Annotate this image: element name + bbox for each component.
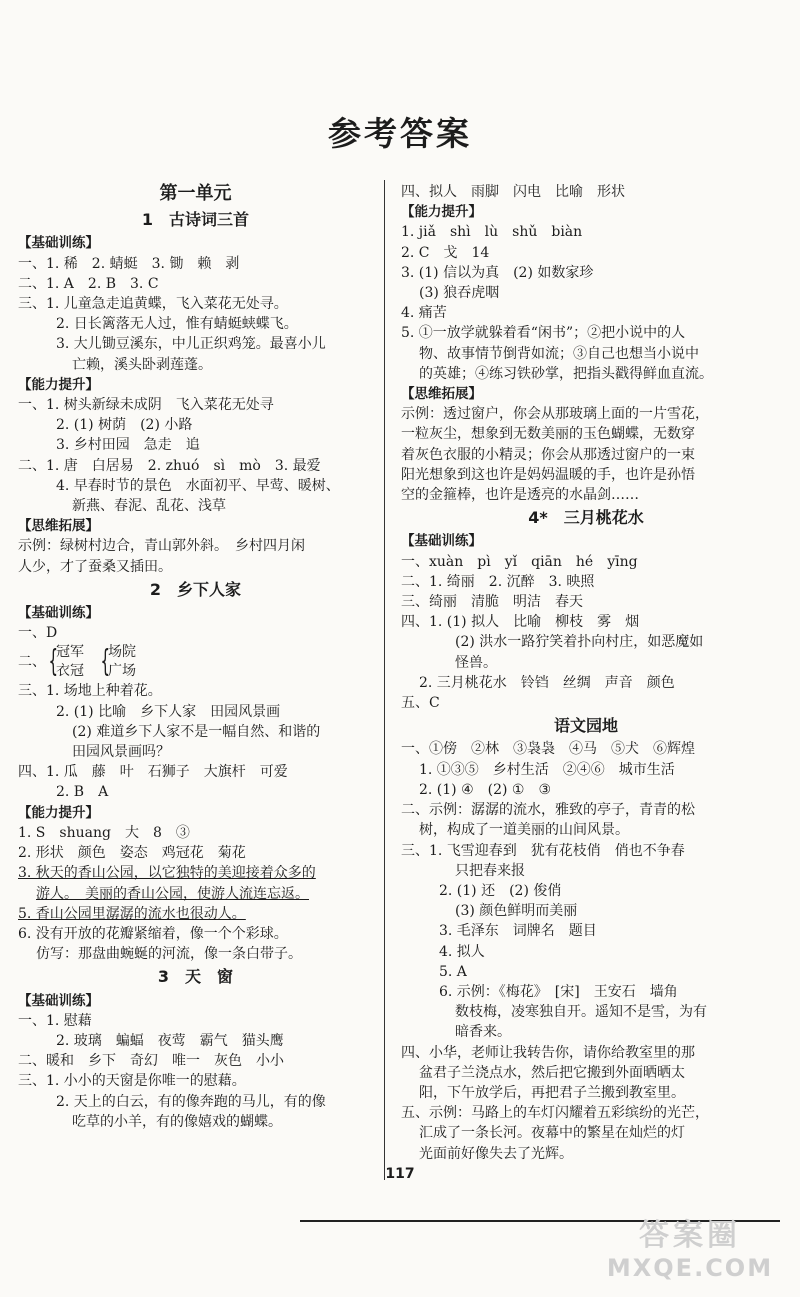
answer-line: 三、绮丽 清脆 明洁 春天 xyxy=(401,594,583,611)
lesson-heading: 语文园地 xyxy=(553,716,618,736)
answer-line: 五、C xyxy=(401,695,440,712)
answer-line: 4. 痛苦 xyxy=(401,305,447,322)
answer-line: 3. 乡村田园 急走 追 xyxy=(56,437,200,454)
right-column xyxy=(401,182,771,1164)
answer-line: 3. 毛泽东 词牌名 题目 xyxy=(439,923,597,940)
answer-line: 田园风景画吗？ xyxy=(72,744,170,761)
answer-line: 一、①傍 ②林 ③袅袅 ④马 ⑤犬 ⑥辉煌 xyxy=(401,741,695,758)
answer-line: 三、1. 小小的天窗是你唯一的慰藉。 xyxy=(18,1073,246,1090)
answer-line: 2. (1) ④ (2) ① ③ xyxy=(419,781,552,798)
answer-line: (3) 狼吞虎咽 xyxy=(419,285,500,302)
answer-line: 人少，才了蚕桑又插田。 xyxy=(18,558,172,575)
answer-line: 一、D xyxy=(18,625,58,642)
unit-heading: 第一单元 xyxy=(159,183,232,204)
section-label: 【基础训练】 xyxy=(18,992,99,1009)
answer-line: 1. ①③⑤ 乡村生活 ②④⑥ 城市生活 xyxy=(419,761,675,778)
answer-line: 二、1. 唐 白居易 2. zhuó sì mò 3. 最爱 xyxy=(18,457,321,474)
answer-line: 物、故事情节倒背如流；③自己也想当小说中 xyxy=(419,345,699,362)
section-label: 【思维拓展】 xyxy=(401,386,482,403)
watermark-logo: 答案圈 MXQE.COM xyxy=(606,1218,774,1282)
lesson-heading: 3 天 窗 xyxy=(157,967,234,987)
answer-line: 2. 三月桃花水 铃铛 丝绸 声音 颜色 xyxy=(419,674,675,691)
answer-line: 1. jiǎ shì lù shǔ biàn xyxy=(401,224,583,241)
answer-line: 2. (1) 还 (2) 俊俏 xyxy=(439,882,562,899)
answer-line: 三、1. 飞雪迎春到 犹有花枝俏 俏也不争春 xyxy=(401,842,685,859)
section-label: 【思维拓展】 xyxy=(18,518,99,535)
answer-line: (2) 难道乡下人家不是一幅自然、和谐的 xyxy=(72,723,321,740)
answer-line: 四、1. (1) 拟人 比喻 柳枝 雾 烟 xyxy=(401,614,640,631)
answer-line: 6. 示例：《梅花》 [宋] 王安石 墙角 xyxy=(439,983,678,1000)
answer-line: 空的金箍棒，也许是透亮的水晶剑…… xyxy=(401,487,639,504)
answer-line: 二、1. A 2. B 3. C xyxy=(18,275,159,292)
answer-line: 一、xuàn pì yǐ qiān hé yīng xyxy=(401,553,638,570)
answer-line: 一、1. 稀 2. 蜻蜓 3. 锄 赖 剥 xyxy=(18,255,240,272)
answer-line: 2. 日长篱落无人过，惟有蜻蜓蛱蝶飞。 xyxy=(56,316,298,333)
section-label: 【基础训练】 xyxy=(401,533,482,550)
answer-line: 2. C 戈 14 xyxy=(401,244,490,261)
answer-line: 暗香来。 xyxy=(455,1024,511,1041)
brace-words xyxy=(56,643,84,681)
answer-line: 四、1. 瓜 藤 叶 石狮子 大旗杆 可爱 xyxy=(18,764,288,781)
answer-line: (2) 洪水一路狞笑着扑向村庄，如恶魔如 xyxy=(455,634,704,651)
section-label: 【基础训练】 xyxy=(18,605,99,622)
page-title: 参考答案 xyxy=(328,114,472,153)
answer-line: 仿写：那盘曲蜿蜒的河流，像一条白带子。 xyxy=(36,946,302,963)
answer-line: 数枝梅，凌寒独自开。遥知不是雪，为有 xyxy=(455,1004,707,1021)
column-divider xyxy=(384,180,385,1180)
answer-line: 一粒灰尘，想象到无数美丽的玉色蝴蝶，无数穿 xyxy=(401,426,695,443)
section-label: 【能力提升】 xyxy=(18,804,99,821)
answer-line: 汇成了一条长河。夜幕中的繁星在灿烂的灯 xyxy=(419,1125,685,1142)
answer-line: 亡赖，溪头卧剥莲蓬。 xyxy=(72,356,212,373)
answer-line: 吃草的小羊，有的像嬉戏的蝴蝶。 xyxy=(72,1113,282,1130)
page-number: 117 xyxy=(385,1166,415,1182)
answer-line: 2. 玻璃 蝙蝠 夜莺 霸气 猫头鹰 xyxy=(56,1032,284,1049)
section-label: 【能力提升】 xyxy=(401,204,482,221)
lesson-heading: 1 古诗词三首 xyxy=(141,210,250,230)
answer-line: 5. 香山公园里潺潺的流水也很动人。 xyxy=(18,905,246,922)
answer-line: 2. (1) 树荫 (2) 小路 xyxy=(56,417,193,434)
brace-word: 衣冠 xyxy=(56,663,84,680)
brace-word: 冠军 xyxy=(56,644,84,661)
answer-line: 树，构成了一道美丽的山间风景。 xyxy=(419,822,629,839)
brace-symbol: { xyxy=(100,644,111,680)
brace-words xyxy=(108,643,136,681)
answer-line: 光面前好像失去了光辉。 xyxy=(419,1145,573,1162)
answer-line: 四、拟人 雨脚 闪电 比喻 形状 xyxy=(401,184,625,200)
section-label: 【能力提升】 xyxy=(18,376,99,393)
answer-line: 一、1. 慰藉 xyxy=(18,1012,92,1029)
answer-line: 示例：绿树村边合，青山郭外斜。 乡村四月闲 xyxy=(18,538,305,555)
answer-line: 1. S shuang 大 8 ③ xyxy=(18,824,190,841)
answer-line: 二、示例：潺潺的流水，雅致的亭子，青青的松 xyxy=(401,802,695,819)
answer-line: 3. (1) 信以为真 (2) 如数家珍 xyxy=(401,264,594,281)
answer-line: 4. 早春时节的景色 水面初平、早莺、暖树、 xyxy=(56,477,340,494)
answer-line: 盆君子兰浇点水，然后把它搬到外面晒晒太 xyxy=(419,1064,685,1081)
answer-line: 6. 没有开放的花瓣紧缩着，像一个个彩球。 xyxy=(18,925,288,942)
answer-line: 2. 天上的白云，有的像奔跑的马儿，有的像 xyxy=(56,1093,326,1110)
brace-word: 场院 xyxy=(108,644,136,661)
answer-line: 五、示例：马路上的车灯闪耀着五彩缤纷的光芒， xyxy=(401,1105,709,1122)
answer-line: 3. 大儿锄豆溪东，中儿正织鸡笼。最喜小儿 xyxy=(56,336,326,353)
answer-line: 2. B A xyxy=(56,784,109,801)
brace-symbol: { xyxy=(48,644,59,680)
answer-line: 2. 形状 颜色 姿态 鸡冠花 菊花 xyxy=(18,845,246,862)
answer-line: 3. 秋天的香山公园，以它独特的美迎接着众多的 xyxy=(18,865,316,882)
answer-line: 三、1. 儿童急走追黄蝶，飞入菜花无处寻。 xyxy=(18,296,288,313)
answer-line: 二、1. 绮丽 2. 沉醉 3. 映照 xyxy=(401,573,595,590)
answer-line: 5. ①一放学就躲着看“闲书”；②把小说中的人 xyxy=(401,325,686,342)
lesson-heading: 2 乡下人家 xyxy=(149,579,242,599)
lesson-heading: 4* 三月桃花水 xyxy=(528,508,644,528)
section-label: 【基础训练】 xyxy=(18,235,99,252)
answer-line: 阳，下午放学后，再把君子兰搬到教室里。 xyxy=(419,1084,685,1101)
answer-line: 二、暖和 乡下 奇幻 唯一 灰色 小小 xyxy=(18,1053,284,1070)
answer-line: 怪兽。 xyxy=(455,654,497,671)
answer-line: 一、1. 树头新绿未成阴 飞入菜花无处寻 xyxy=(18,397,274,414)
answer-line: 新燕、春泥、乱花、浅草 xyxy=(72,498,226,515)
answer-line: 2. (1) 比喻 乡下人家 田园风景画 xyxy=(56,703,281,720)
answer-line: 的英雄；④练习铁砂掌，把指头戳得鲜血直流。 xyxy=(419,365,713,382)
answer-line: 三、1. 场地上种着花。 xyxy=(18,683,162,700)
answer-line: 只把春来报 xyxy=(455,862,525,879)
answer-line: 5. A xyxy=(439,963,467,980)
answer-line: 示例：透过窗户，你会从那玻璃上面的一片雪花， xyxy=(401,406,709,423)
answer-line: 游人。 美丽的香山公园，使游人流连忘返。 xyxy=(36,885,309,902)
left-column xyxy=(18,182,373,1132)
answer-line: (3) 颜色鲜明而美丽 xyxy=(455,903,578,920)
brace-group-answer xyxy=(18,643,373,681)
answer-line: 着灰色衣服的小精灵；你会从那透过窗户的一束 xyxy=(401,446,695,463)
answer-line: 4. 拟人 xyxy=(439,943,485,960)
answer-line: 四、小华，老师让我转告你，请你给教室里的那 xyxy=(401,1044,695,1061)
item-prefix: 二、 xyxy=(18,654,46,671)
answer-line: 阳光想象到这也许是妈妈温暖的手，也许是孙悟 xyxy=(401,466,695,483)
brace-word: 广场 xyxy=(108,663,136,680)
